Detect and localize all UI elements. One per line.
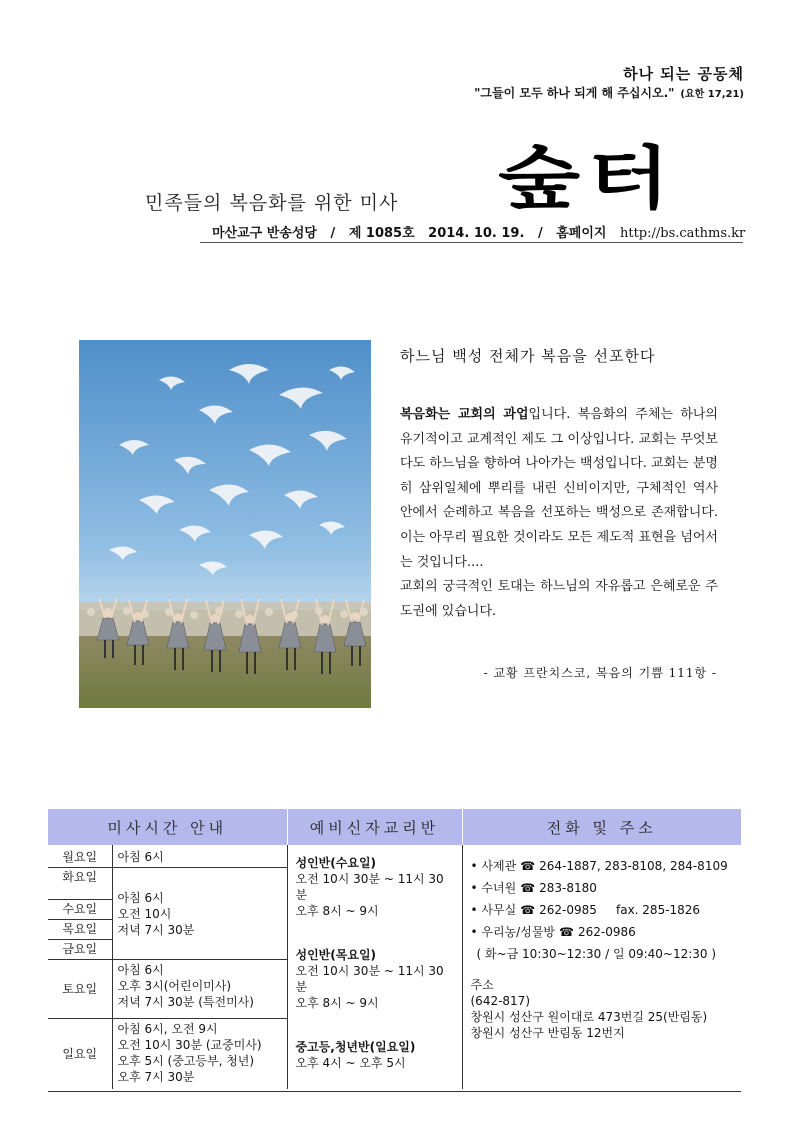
contact-number[interactable]: 262-0985 fax. 285-1826	[539, 903, 701, 917]
catechism-header: 예비신자교리반	[287, 809, 462, 845]
table-bottom-rule	[48, 1089, 741, 1092]
day-saturday: 토요일	[48, 960, 112, 1019]
catechism-group	[296, 1039, 454, 1071]
time-line: 저녁 7시 30분	[117, 922, 195, 937]
article-paragraph	[400, 403, 718, 575]
catechism-time: 오후 4시 ~ 오후 5시	[295, 1056, 406, 1070]
bullet-icon: •	[470, 903, 478, 917]
phone-icon: ☎	[559, 925, 574, 939]
address-label: 주소	[470, 978, 494, 992]
contact-item	[471, 899, 734, 921]
homepage-link[interactable]: http://bs.cathms.kr	[619, 226, 746, 241]
time-line: 저녁 7시 30분 (특전미사)	[117, 995, 254, 1009]
phone-icon: ☎	[520, 903, 536, 917]
day-friday: 금요일	[48, 940, 112, 960]
article-text: 입니다. 복음화의 주체는 하나의 유기적이고 교계적인 제도 그 이상입니다. 교회는 무엇보다도 하느님을 향하여 나아가는 백성입니다. 교회는 분명히 삼위일체에 뿌리를 내린 신비이지만, 구체적인 역사 안에서 순례하고 복음을 선포하는 백성으로 존재합니다. 이는 아무리 필요한 것이라도 모든 제도적 표현을 넘어서는 것입니다....	[400, 407, 718, 570]
article-paragraph: 교회의 궁극적인 토대는 하느님의 자유롭고 은혜로운 주도권에 있습니다.	[400, 579, 718, 619]
day-tuesday: 화요일	[48, 868, 112, 900]
catechism-time: 오후 8시 ~ 9시	[295, 904, 379, 918]
schedule-table	[48, 809, 741, 1092]
header-divider	[200, 242, 743, 243]
contact-cell	[462, 845, 741, 1089]
bullet-icon: •	[470, 859, 478, 873]
motto-quote: "그들이 모두 하나 되게 해 주십시오."	[474, 86, 675, 100]
catechism-time: 오후 8시 ~ 9시	[295, 996, 379, 1010]
phone-icon: ☎	[520, 881, 536, 895]
contact-number[interactable]: 262-0986	[577, 925, 636, 939]
time-line: 아침 6시, 오전 9시	[117, 1022, 218, 1036]
address-block	[471, 977, 734, 1041]
catechism-group	[296, 947, 454, 1011]
time-line: 오전 10시 30분 (교중미사)	[117, 1038, 262, 1052]
article-source: - 교황 프란치스코, 복음의 기쁨 111항 -	[483, 666, 717, 680]
postal-code: (642-817)	[470, 994, 531, 1008]
parish-name: 마산교구 반송성당	[212, 226, 317, 241]
address-street: 창원시 성산구 원이대로 473번길 25(반림동)	[470, 1010, 708, 1024]
phone-icon: ☎	[520, 859, 536, 873]
article-body	[400, 403, 718, 624]
bullet-icon: •	[470, 925, 478, 939]
contact-label: 사제관	[481, 859, 517, 873]
page-subtitle: 민족들의 복음화를 위한 미사	[145, 192, 399, 214]
time-line: 오후 5시 (중고등부, 청년)	[117, 1054, 255, 1068]
contact-item	[471, 877, 734, 899]
time-line: 오후 3시(어린이미사)	[117, 979, 232, 993]
weekday-times	[112, 868, 287, 960]
day-sunday: 일요일	[48, 1019, 112, 1090]
catechism-group	[296, 855, 454, 919]
saturday-times	[112, 960, 287, 1019]
contact-item	[471, 855, 734, 877]
day-wednesday: 수요일	[48, 900, 112, 920]
issue-number: 제 1085호	[348, 226, 415, 241]
bullet-icon: •	[470, 881, 478, 895]
contact-header: 전화 및 주소	[462, 809, 741, 845]
article-lead: 복음화는 교회의 과업	[400, 407, 529, 422]
sunday-times	[112, 1019, 287, 1090]
catechism-title: 성인반(목요일)	[295, 948, 377, 962]
homepage-label: 홈페이지	[556, 226, 607, 241]
office-hours: ( 화~금 10:30~12:30 / 일 09:40~12:30 )	[476, 947, 717, 961]
catechism-title: 성인반(수요일)	[295, 856, 377, 870]
article-title: 하느님 백성 전체가 복음을 선포한다	[400, 347, 656, 365]
time-line: 오후 7시 30분	[117, 1070, 195, 1084]
contact-number[interactable]: 264-1887, 283-8108, 284-8109	[539, 859, 728, 873]
contact-label: 사무실	[481, 903, 517, 917]
contact-item	[471, 921, 734, 943]
motto-title: 하나 되는 공동체	[623, 65, 744, 83]
time-line: 아침 6시	[117, 890, 164, 905]
day-monday: 월요일	[48, 845, 112, 868]
catechism-time: 오전 10시 30분 ~ 11시 30분	[295, 964, 444, 994]
day-thursday: 목요일	[48, 920, 112, 940]
issue-info	[212, 222, 754, 241]
doves-photo	[79, 340, 371, 708]
motto-quote-line	[474, 84, 744, 101]
monday-times: 아침 6시	[112, 845, 287, 868]
contact-label: 수녀원	[481, 881, 517, 895]
catechism-title: 중고등,청년반(일요일)	[295, 1040, 416, 1054]
separator: /	[537, 226, 543, 241]
contact-label: 우리농/성물방	[481, 925, 556, 939]
issue-date: 2014. 10. 19.	[428, 226, 525, 241]
contact-number[interactable]: 283-8180	[539, 881, 597, 895]
time-line: 오전 10시	[117, 906, 172, 921]
bulletin-logo: 숲터	[498, 140, 678, 219]
catechism-time: 오전 10시 30분 ~ 11시 30분	[295, 872, 444, 902]
catechism-cell	[287, 845, 462, 1089]
time-line: 아침 6시	[117, 963, 164, 977]
motto-reference: (요한 17,21)	[680, 89, 744, 100]
address-lot: 창원시 성산구 반림동 12번지	[470, 1026, 625, 1040]
separator: /	[330, 226, 336, 241]
mass-times-header: 미사시간 안내	[48, 809, 287, 845]
